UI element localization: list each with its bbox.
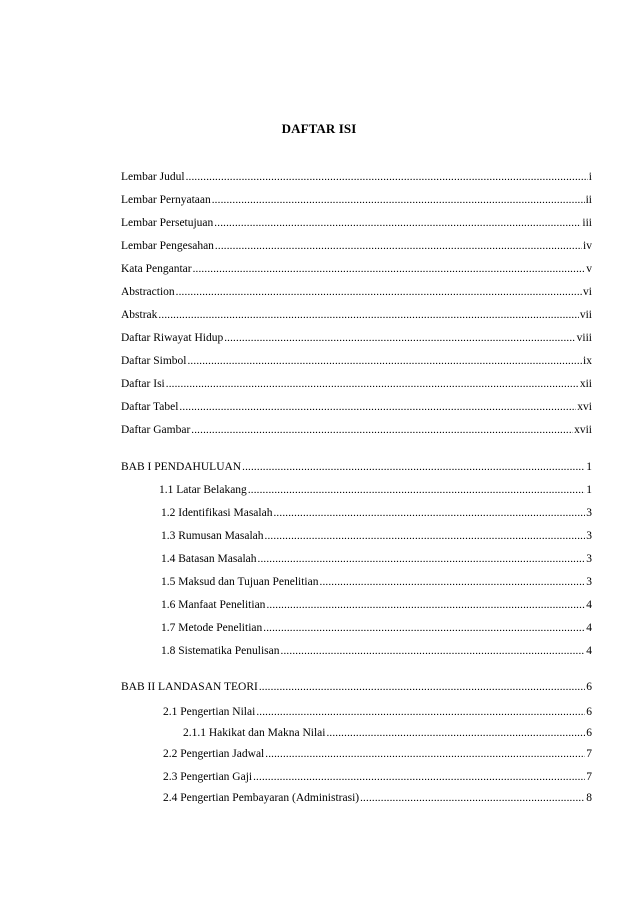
toc-entry-label: Abstrak: [121, 309, 158, 321]
dot-leader: [158, 307, 578, 323]
toc-entry-label: 1.6 Manfaat Penelitian: [161, 599, 266, 611]
toc-section-1-5[interactable]: [161, 574, 592, 590]
toc-entry-daftar-riwayat-hidup[interactable]: [121, 330, 592, 346]
dot-leader: [191, 422, 573, 438]
toc-entry-label: Abstraction: [121, 286, 175, 298]
toc-entry-page: 4: [586, 645, 592, 657]
dot-leader: [258, 551, 586, 567]
dot-leader: [253, 769, 585, 785]
toc-entry-label: Daftar Isi: [121, 378, 165, 390]
toc-entry-label: Lembar Persetujuan: [121, 217, 214, 229]
toc-entry-page: xvi: [577, 401, 592, 413]
toc-subsection-2-1-1[interactable]: [183, 725, 592, 741]
dot-leader: [265, 746, 585, 762]
dot-leader: [259, 679, 585, 695]
toc-entry-page: v: [586, 263, 592, 275]
toc-entry-page: ix: [583, 355, 592, 367]
toc-entry-lembar-pernyataan[interactable]: [121, 192, 592, 208]
dot-leader: [242, 459, 585, 475]
dot-leader: [265, 528, 586, 544]
toc-entry-page: 3: [586, 507, 592, 519]
toc-section-1-2[interactable]: [161, 505, 592, 521]
toc-entry-page: iv: [583, 240, 592, 252]
dot-leader: [215, 238, 582, 254]
toc-entry-label: 2.1 Pengertian Nilai: [163, 706, 256, 718]
toc-entry-page: 6: [586, 681, 592, 693]
dot-leader: [248, 482, 585, 498]
toc-section-1-8[interactable]: [161, 643, 592, 659]
dot-leader: [320, 574, 586, 590]
dot-leader: [176, 284, 582, 300]
dot-leader: [166, 376, 579, 392]
toc-entry-page: ii: [585, 194, 592, 206]
toc-entry-page: 3: [586, 553, 592, 565]
toc-entry-page: 7: [586, 771, 592, 783]
toc-entry-page: vii: [579, 309, 592, 321]
toc-chapter-bab-2[interactable]: [121, 679, 592, 695]
toc-section-1-3[interactable]: [161, 528, 592, 544]
toc-entry-label: 2.3 Pengertian Gaji: [163, 771, 253, 783]
toc-entry-abstrak[interactable]: [121, 307, 592, 323]
toc-entry-label: 1.7 Metode Penelitian: [161, 622, 263, 634]
toc-entry-label: Lembar Judul: [121, 171, 185, 183]
toc-entry-page: 3: [586, 530, 592, 542]
toc-section-2-4[interactable]: [163, 790, 592, 806]
toc-entry-label: Daftar Riwayat Hidup: [121, 332, 224, 344]
toc-entry-kata-pengantar[interactable]: [121, 261, 592, 277]
toc-entry-label: Daftar Tabel: [121, 401, 179, 413]
toc-entry-page: 4: [586, 599, 592, 611]
toc-entry-daftar-isi[interactable]: [121, 376, 592, 392]
toc-entry-page: iii: [582, 217, 592, 229]
toc-section-2-2[interactable]: [163, 746, 592, 762]
dot-leader: [193, 261, 586, 277]
toc-entry-daftar-gambar[interactable]: [121, 422, 592, 438]
toc-entry-page: i: [588, 171, 592, 183]
dot-leader: [360, 790, 585, 806]
toc-entry-lembar-persetujuan[interactable]: [121, 215, 592, 231]
page-title: DAFTAR ISI: [281, 121, 357, 136]
toc-entry-label: Lembar Pernyataan: [121, 194, 211, 206]
toc-section-1-7[interactable]: [161, 620, 592, 636]
dot-leader: [224, 330, 575, 346]
toc-entry-label: Daftar Gambar: [121, 424, 191, 436]
toc-section-1-6[interactable]: [161, 597, 592, 613]
toc-entry-label: 1.1 Latar Belakang: [159, 484, 247, 496]
toc-entry-daftar-simbol[interactable]: [121, 353, 592, 369]
toc-entry-page: viii: [576, 332, 592, 344]
toc-entry-daftar-tabel[interactable]: [121, 399, 592, 415]
toc-entry-label: Kata Pengantar: [121, 263, 192, 275]
toc-entry-lembar-judul[interactable]: [121, 169, 592, 185]
toc-entry-label: 1.4 Batasan Masalah: [161, 553, 257, 565]
toc-entry-label: 1.2 Identifikasi Masalah: [161, 507, 273, 519]
toc-entry-label: 2.1.1 Hakikat dan Makna Nilai: [183, 727, 326, 739]
toc-section-2-1[interactable]: [163, 704, 592, 720]
dot-leader: [326, 725, 585, 741]
toc-chapter-bab-1[interactable]: [121, 459, 592, 475]
toc-entry-label: Daftar Simbol: [121, 355, 187, 367]
toc-entry-page: 1: [586, 461, 592, 473]
toc-entry-page: 6: [586, 706, 592, 718]
toc-section-1-1[interactable]: [159, 482, 592, 498]
toc-entry-page: 4: [586, 622, 592, 634]
toc-entry-lembar-pengesahan[interactable]: [121, 238, 592, 254]
dot-leader: [179, 399, 576, 415]
toc-chapter-label: BAB I PENDAHULUAN: [121, 461, 242, 473]
toc-entry-label: 1.5 Maksud dan Tujuan Penelitian: [161, 576, 319, 588]
toc-section-2-3[interactable]: [163, 769, 592, 785]
toc-entry-label: 2.2 Pengertian Jadwal: [163, 748, 265, 760]
toc-entry-page: 3: [586, 576, 592, 588]
toc-entry-label: Lembar Pengesahan: [121, 240, 214, 252]
dot-leader: [187, 353, 582, 369]
dot-leader: [186, 169, 588, 185]
toc-entry-page: xvii: [574, 424, 592, 436]
toc-entry-label: 2.4 Pengertian Pembayaran (Administrasi): [163, 792, 360, 804]
toc-section-1-4[interactable]: [161, 551, 592, 567]
dot-leader: [273, 505, 585, 521]
dot-leader: [256, 704, 585, 720]
toc-entry-page: 1: [586, 484, 592, 496]
toc-entry-page: 6: [586, 727, 592, 739]
dot-leader: [212, 192, 585, 208]
dot-leader: [214, 215, 581, 231]
dot-leader: [281, 643, 586, 659]
toc-entry-page: 8: [586, 792, 592, 804]
toc-entry-page: vi: [583, 286, 592, 298]
toc-entry-page: xii: [579, 378, 592, 390]
toc-chapter-label: BAB II LANDASAN TEORI: [121, 681, 258, 693]
toc-entry-label: 1.8 Sistematika Penulisan: [161, 645, 280, 657]
toc-entry-label: 1.3 Rumusan Masalah: [161, 530, 264, 542]
dot-leader: [263, 620, 585, 636]
toc-entry-page: 7: [586, 748, 592, 760]
toc-entry-abstraction[interactable]: [121, 284, 592, 300]
dot-leader: [266, 597, 585, 613]
